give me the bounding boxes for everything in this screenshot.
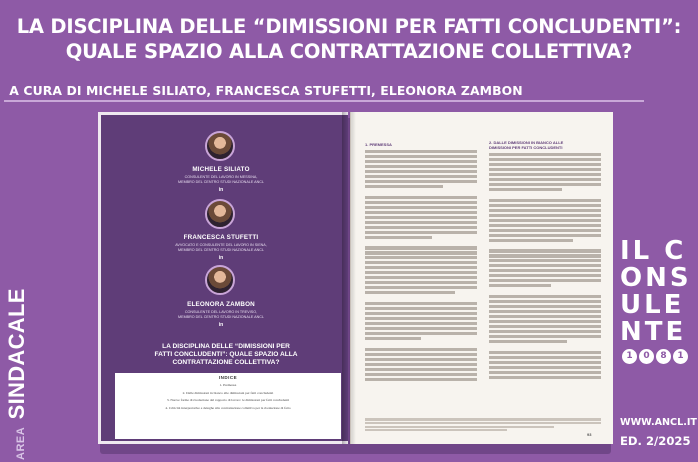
logo-digit: 8 xyxy=(656,349,671,364)
index-item: 3. Nuove forme di risoluzione del rapporto di lavoro: le dimissioni per fatti concludenti xyxy=(166,398,290,403)
article-title-line-2: FATTI CONCLUDENTI”: QUALE SPAZIO ALLA xyxy=(154,351,298,358)
author-portrait-siliato xyxy=(205,131,235,161)
linkedin-icon: in xyxy=(218,322,224,328)
side-label-sindacale: SINDACALE xyxy=(4,288,29,420)
author-name-stufetti: FRANCESCA STUFETTI xyxy=(183,234,259,241)
logo-line-2: ONS xyxy=(620,263,692,293)
website-link[interactable]: WWW.ANCL.IT xyxy=(620,417,697,428)
book-spine xyxy=(342,112,356,444)
author-name-zambon: ELEONORA ZAMBON xyxy=(187,301,255,308)
author-role-siliato-2: MEMBRO DEL CENTRO STUDI NAZIONALE ANCL xyxy=(178,180,264,184)
edition-label: ED. 2/2025 xyxy=(620,434,691,448)
article-title xyxy=(111,343,341,367)
headline xyxy=(0,14,698,64)
linkedin-icon: in xyxy=(218,255,224,261)
page-number: 93 xyxy=(587,432,592,437)
author-role-stufetti-1: AVVOCATO E CONSULENTE DEL LAVORO IN SIENA, xyxy=(175,243,267,247)
section-1-heading: 1. PREMESSA xyxy=(365,142,392,147)
author-name-siliato: MICHELE SILIATO xyxy=(192,166,250,173)
il-consulente-logo xyxy=(620,238,698,364)
logo-digits xyxy=(622,349,698,364)
index-box xyxy=(115,373,341,439)
logo-digit: 1 xyxy=(622,349,637,364)
logo-line-4: NTE xyxy=(620,317,687,347)
section-2-heading-line-1: 2. DALLE DIMISSIONI IN BIANCO ALLE xyxy=(489,140,564,145)
logo-digit: 0 xyxy=(639,349,654,364)
book-right-page xyxy=(350,112,613,444)
article-title-line-3: CONTRATTAZIONE COLLETTIVA? xyxy=(172,359,280,366)
text-column-left xyxy=(365,142,477,383)
side-label xyxy=(4,288,30,460)
linkedin-icon: in xyxy=(218,187,224,193)
authors-divider xyxy=(4,100,644,102)
author-portrait-zambon xyxy=(205,265,235,295)
side-label-area: AREA xyxy=(15,426,27,460)
headline-line-2: QUALE SPAZIO ALLA CONTRATTAZIONE COLLETTIVA? xyxy=(65,40,633,63)
section-2-heading-line-2: DIMISSIONI PER FATTI CONCLUDENTI xyxy=(489,145,563,150)
author-portrait-stufetti xyxy=(205,199,235,229)
open-book xyxy=(98,112,613,452)
author-role-siliato-1: CONSULENTE DEL LAVORO IN MESSINA, xyxy=(184,175,258,179)
index-item: 2. Dalle dimissioni in bianco alle dimissioni per fatti concludenti xyxy=(182,390,274,395)
logo-line-3: ULE xyxy=(620,290,685,320)
headline-line-1: LA DISCIPLINA DELLE “DIMISSIONI PER FATTI CONCLUDENTI”: xyxy=(16,15,682,38)
logo-digit: 1 xyxy=(673,349,688,364)
index-item: 4. Criticità interpretative e deleghe alla contrattazione collettiva per la risoluzione di fatto xyxy=(165,405,291,410)
section-2-heading xyxy=(489,140,601,150)
footnotes xyxy=(365,417,601,433)
author-role-stufetti-2: MEMBRO DEL CENTRO STUDI NAZIONALE ANCL xyxy=(178,248,264,252)
authors-credit: A CURA DI MICHELE SILIATO, FRANCESCA STUFETTI, ELEONORA ZAMBON xyxy=(9,83,523,98)
author-role-zambon-1: CONSULENTE DEL LAVORO IN TREVISO, xyxy=(184,310,258,314)
index-item: 1. Premessa xyxy=(219,383,237,387)
author-role-zambon-2: MEMBRO DEL CENTRO STUDI NAZIONALE ANCL xyxy=(178,315,264,319)
logo-line-1: IL C xyxy=(620,236,687,266)
text-column-right xyxy=(489,140,601,381)
article-title-line-1: LA DISCIPLINA DELLE “DIMISSIONI PER xyxy=(162,343,290,350)
book-left-page xyxy=(98,112,348,444)
index-title: INDICE xyxy=(218,375,238,380)
